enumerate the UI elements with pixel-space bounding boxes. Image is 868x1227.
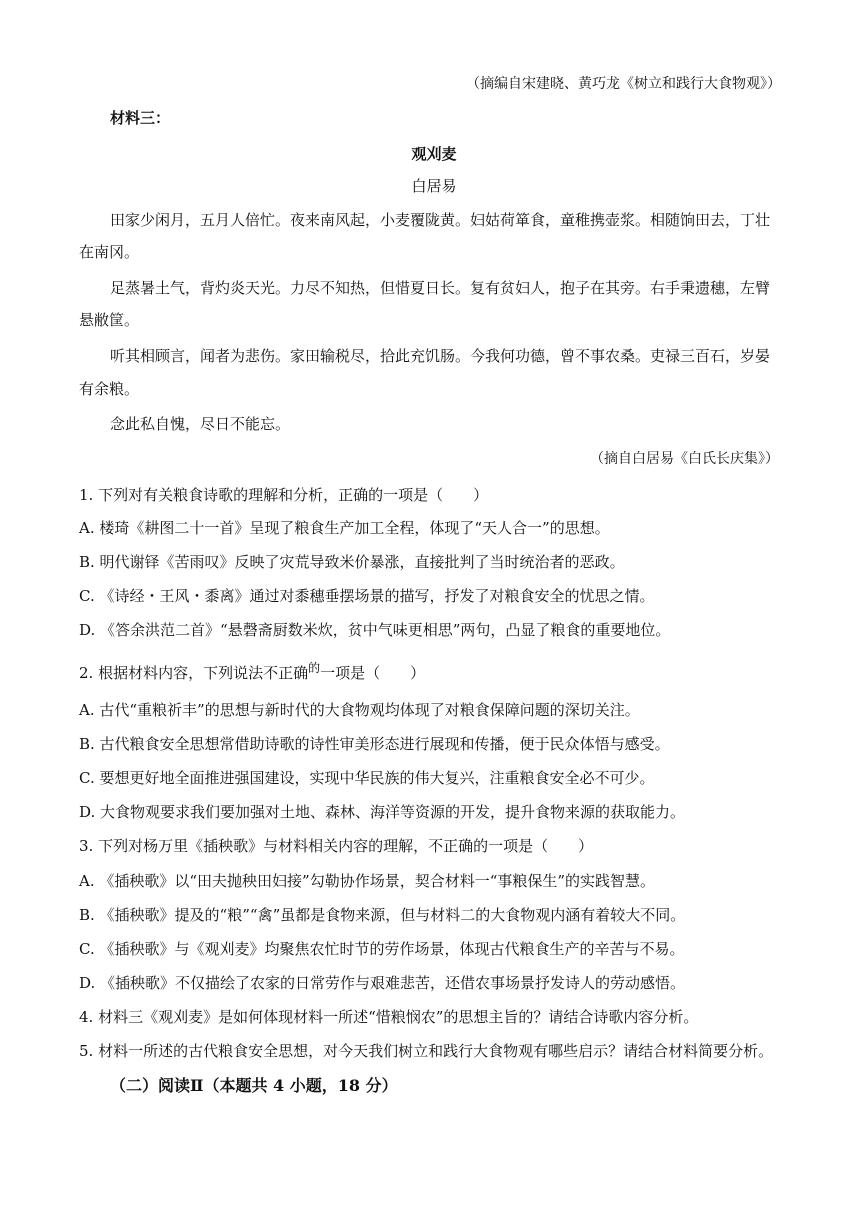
source-citation-1: （摘编自宋建晓、黄巧龙《树立和践行大食物观》） — [466, 76, 781, 92]
question-1-stem: 1. 下列对有关粮食诗歌的理解和分析，正确的一项是（ ） — [79, 486, 489, 504]
question-2-stem-text: 2. 根据材料内容，下列说法不正确 — [79, 664, 309, 682]
question-2-option-d: D. 大食物观要求我们要加强对土地、森林、海洋等资源的开发，提升食物来源的获取能力。 — [79, 803, 686, 821]
poem-line: 听其相顾言，闻者为悲伤。家田输税尽，拾此充饥肠。今我何功德，曾不事农桑。吏禄三百石，岁晏 — [110, 347, 771, 365]
poem-author: 白居易 — [411, 177, 457, 195]
question-3-option-b: B. 《插秧歌》提及的“粮”“禽”虽都是食物来源，但与材料二的大食物观内涵有着较大不同。 — [79, 906, 686, 924]
material3-heading: 材料三： — [110, 109, 171, 127]
question-4: 4. 材料三《观刈麦》是如何体现材料一所述“惜粮悯农”的思想主旨的？请结合诗歌内容分析。 — [79, 1008, 699, 1026]
question-3-option-d: D. 《插秧歌》不仅描绘了农家的日常劳作与艰难悲苦，还借农事场景抒发诗人的劳动感悟。 — [79, 974, 686, 992]
question-3-stem: 3. 下列对杨万里《插秧歌》与材料相关内容的理解，不正确的一项是（ ） — [79, 837, 594, 855]
section-heading: （二）阅读Ⅱ（本题共 4 小题，18 分） — [110, 1076, 398, 1095]
question-1-option-b: B. 明代谢铎《苦雨叹》反映了灾荒导致米价暴涨，直接批判了当时统治者的恶政。 — [79, 553, 625, 571]
question-2-stem-text-end: 一项是（ ） — [320, 664, 426, 682]
question-2-stem-sup: 的 — [308, 661, 321, 675]
source-citation-2: （摘自白居易《白氏长庆集》） — [590, 451, 779, 467]
poem-line: 念此私自愧，尽日不能忘。 — [110, 415, 291, 433]
question-3-option-c: C. 《插秧歌》与《观刈麦》均聚焦农忙时节的劳作场景，体现古代粮食生产的辛苦与不易。 — [79, 940, 685, 958]
question-1-option-c: C. 《诗经・王风・黍离》通过对黍穗垂摆场景的描写，抒发了对粮食安全的忧思之情。 — [79, 587, 655, 605]
question-1-option-a: A. 楼琦《耕图二十一首》呈现了粮食生产加工全程，体现了“天人合一”的思想。 — [79, 519, 610, 537]
poem-line: 有余粮。 — [79, 380, 140, 398]
question-2-stem — [79, 663, 425, 684]
question-2-option-b: B. 古代粮食安全思想常借助诗歌的诗性审美形态进行展现和传播，便于民众体悟与感受。 — [79, 735, 670, 753]
poem-line: 悬敝筐。 — [79, 311, 140, 329]
poem-line: 足蒸暑土气，背灼炎天光。力尽不知热，但惜夏日长。复有贫妇人，抱子在其旁。右手秉遗穗，左臂 — [110, 279, 771, 297]
poem-line: 田家少闲月，五月人倍忙。夜来南风起，小麦覆陇黄。妇姑荷箪食，童稚携壶浆。相随饷田去，丁壮 — [110, 211, 771, 229]
question-3-option-a: A. 《插秧歌》以“田夫抛秧田妇接”勾勒协作场景，契合材料一“事粮保生”的实践智慧。 — [79, 872, 656, 890]
question-5: 5. 材料一所述的古代粮食安全思想，对今天我们树立和践行大食物观有哪些启示？请结合材料简要分析。 — [79, 1042, 774, 1060]
question-2-option-c: C. 要想更好地全面推进强国建设，实现中华民族的伟大复兴，注重粮食安全必不可少。 — [79, 769, 655, 787]
poem-line: 在南冈。 — [79, 243, 140, 261]
question-2-option-a: A. 古代“重粮祈丰”的思想与新时代的大食物观均体现了对粮食保障问题的深切关注。 — [79, 701, 640, 719]
poem-title: 观刈麦 — [411, 145, 457, 163]
question-1-option-d: D. 《答余洪范二首》“悬磬斋厨数米炊，贫中气味更相思”两句，凸显了粮食的重要地位。 — [79, 621, 671, 639]
